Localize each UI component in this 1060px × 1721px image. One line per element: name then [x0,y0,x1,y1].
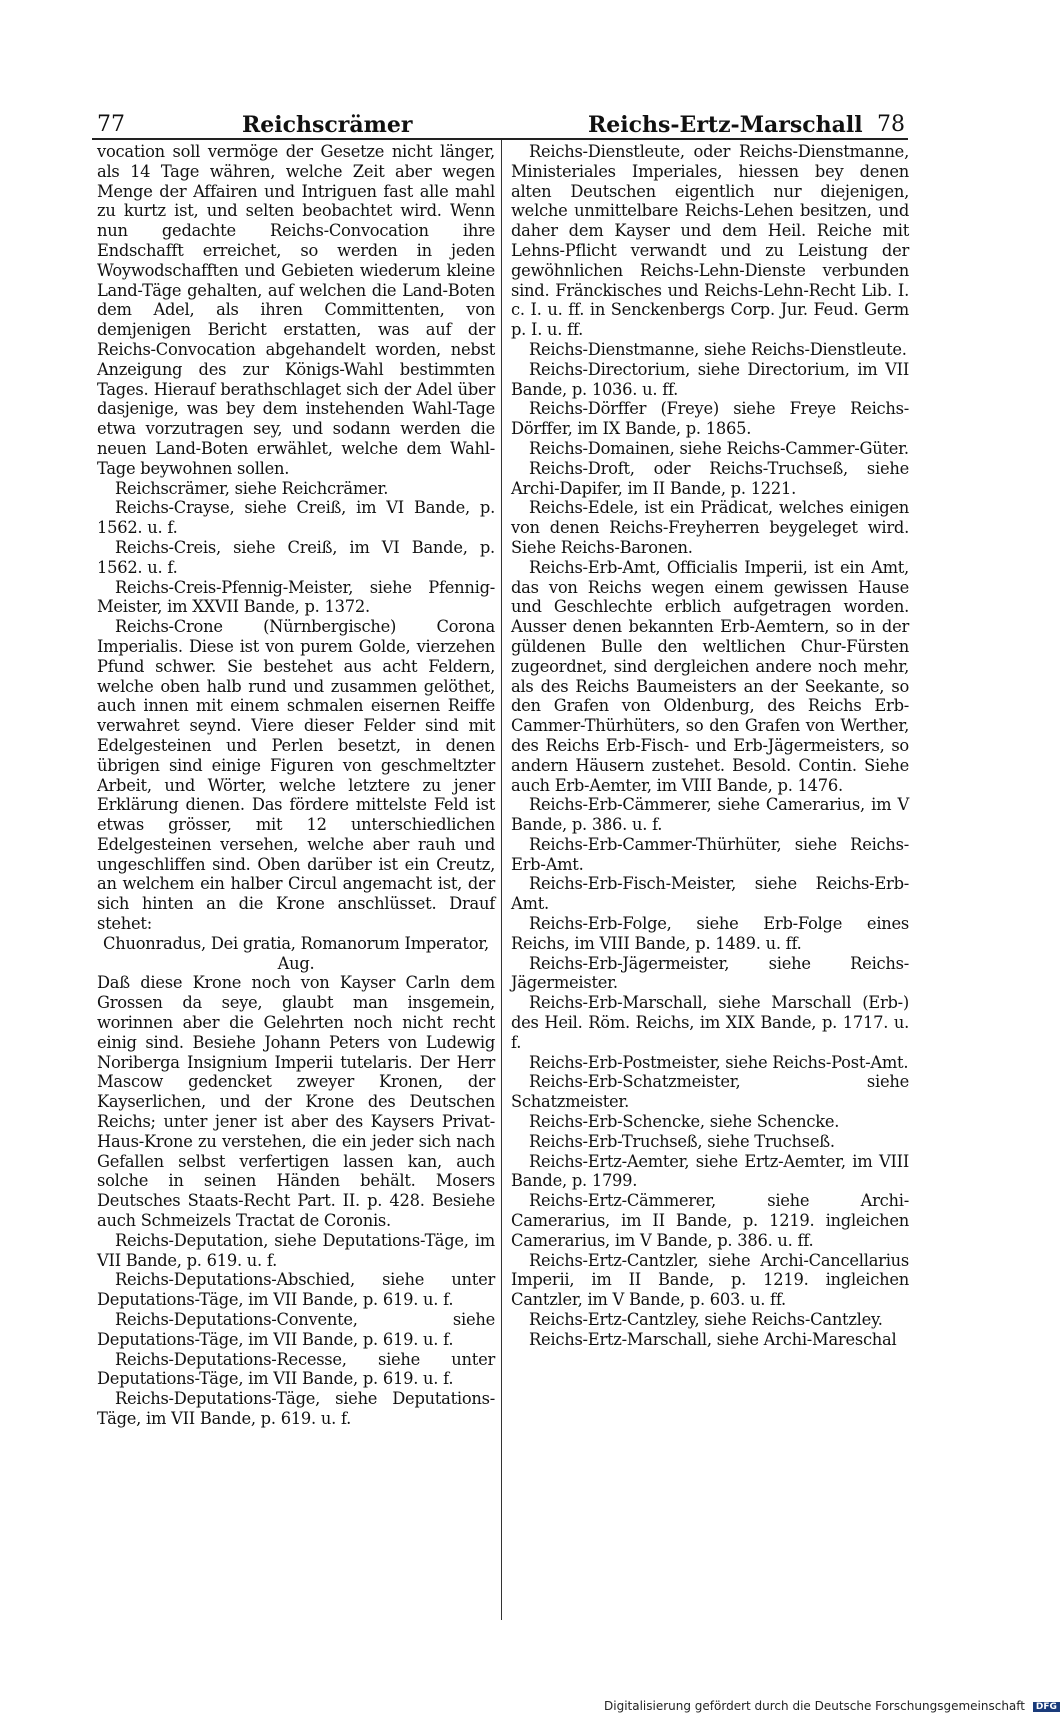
right-column-entry: Reichs-Erb-Cammer-Thürhüter, siehe Reichs-Erb-Amt. [511,834,909,874]
right-page-number: 78 [877,112,905,137]
right-running-title: Reichs-Ertz-Marschall [588,112,863,138]
right-column [511,142,909,1350]
right-column-entry: Reichs-Erb-Postmeister, siehe Reichs-Post-Amt. [529,1052,909,1072]
right-column-entry: Reichs-Droft, oder Reichs-Truchseß, siehe Archi-Dapifer, im II Bande, p. 1221. [511,458,909,498]
left-running-title: Reichscrämer [242,112,413,138]
right-column-entry: Reichs-Erb-Amt, Officialis Imperii, ist ein Amt, das von Reichs wegen einem gewissen Hause und Geschlechte erblich aufgetragen worden. Ausser denen bekannten Erb-Aemtern, so in der güldenen Bulle den weltlichen Chur-Fürsten zugeordnet, sind dergleichen andere noch mehr, als des Reichs Baumeisters an der Seekante, so den Grafen von Oldenburg, des Reichs Erb-Cammer-Thürhüters, so den Grafen von Werther, des Reichs Erb-Fisch- und Erb-Jägermeisters, so andern Häusern zustehet. Besold. Contin. Siehe auch Erb-Aemter, im VIII Bande, p. 1476. [511,557,909,795]
right-column-entry: Reichs-Ertz-Marschall, siehe Archi-Mareschal [529,1329,897,1349]
right-column-entry: Reichs-Ertz-Cantzley, siehe Reichs-Cantzley. [529,1310,883,1330]
right-column-entry: Reichs-Directorium, siehe Directorium, im VII Bande, p. 1036. u. ff. [511,359,909,399]
right-column-entry: Reichs-Edele, ist ein Prädicat, welches einigen von denen Reichs-Freyherren beygeleget wird. Siehe Reichs-Baronen. [511,498,909,557]
left-column-entry: Reichs-Deputations-Recesse, siehe unter Deputations-Täge, im VII Bande, p. 619. u. f. [97,1349,495,1389]
left-column-entry: Reichs-Deputations-Convente, siehe Deputations-Täge, im VII Bande, p. 619. u. f. [97,1310,495,1349]
left-column-entry: Reichs-Deputations-Täge, siehe Deputations-Täge, im VII Bande, p. 619. u. f. [97,1389,495,1428]
right-column-entry: Reichs-Erb-Truchseß, siehe Truchseß. [529,1131,835,1151]
left-column-entry: Chuonradus, Dei gratia, Romanorum Imperator, Aug. [103,933,489,973]
right-column-entry: Reichs-Ertz-Cämmerer, siehe Archi-Camerarius, im II Bande, p. 1219. ingleichen Camerarius, im V Bande, p. 386. u. ff. [511,1191,909,1250]
left-column-entry: Reichs-Creis, siehe Creiß, im VI Bande, p. 1562. u. f. [97,537,495,577]
right-column-entry: Reichs-Domainen, siehe Reichs-Cammer-Güter. [529,438,909,458]
right-column-entry: Reichs-Erb-Jägermeister, siehe Reichs-Jägermeister. [511,953,909,993]
left-column-entry: Reichs-Deputation, siehe Deputations-Täge, im VII Bande, p. 619. u. f. [97,1230,495,1270]
right-column-entry: Reichs-Ertz-Aemter, siehe Ertz-Aemter, im VIII Bande, p. 1799. [511,1151,909,1191]
right-column-entry: Reichs-Ertz-Cantzler, siehe Archi-Cancellarius Imperii, im II Bande, p. 1219. ingleichen Cantzler, im V Bande, p. 603. u. ff. [511,1250,909,1310]
left-column-entry: Reichs-Crayse, siehe Creiß, im VI Bande, p. 1562. u. f. [97,498,495,538]
column-divider [501,140,502,1620]
left-column-entry: vocation soll vermöge der Gesetze nicht länger, als 14 Tage währen, welche Zeit aber wegen Menge der Affairen und Intriguen fast alle mahl zu kurtz ist, und selten beobachtet wird. Wenn nun gedachte Reichs-Convocation ihre Endschafft erreichet, so werden in jeden Woywodschafften und Gebieten wiederum kleine Land-Täge gehalten, auf welchen die Land-Boten dem Adel, als ihren Committenten, von demjenigen Bericht erstatten, was auf der Reichs-Convocation abgehandelt worden, nebst Anzeigung des zur Königs-Wahl bestimmten Tages. Hierauf berathschlaget sich der Adel über dasjenige, was bey dem instehenden Wahl-Tage etwa vorzutragen sey, und sodann werden die neuen Land-Boten erwählet, welche dem Wahl-Tage beywohnen sollen. [97,142,495,478]
right-column-entry: Reichs-Erb-Cämmerer, siehe Camerarius, im V Bande, p. 386. u. f. [511,795,909,835]
left-page-number: 77 [97,112,125,137]
left-column-entry: Reichscrämer, siehe Reichcrämer. [115,478,389,498]
header-rule [92,138,908,140]
footer-text: Digitalisierung gefördert durch die Deutsche Forschungsgemeinschaft [604,1699,1026,1713]
right-column-entry: Reichs-Erb-Fisch-Meister, siehe Reichs-Erb-Amt. [511,874,909,914]
footer-credit [604,1699,1060,1713]
right-column-entry: Reichs-Dienstleute, oder Reichs-Dienstmanne, Ministeriales Imperiales, hiessen bey denen alten Deutschen eigentlich nur diejenigen, welche unmittelbare Reichs-Lehen besitzen, und daher dem Kayser und dem Heil. Reiche mit Lehns-Pflicht verwandt und zu Leistung der gewöhnlichen Reichs-Lehn-Dienste verbunden sind. Fränckisches und Reichs-Lehn-Recht Lib. I. c. I. u. ff. in Senckenbergs Corp. Jur. Feud. Germ p. I. u. ff. [511,142,909,340]
left-column-entry: Reichs-Creis-Pfennig-Meister, siehe Pfennig-Meister, im XXVII Bande, p. 1372. [97,577,495,617]
right-column-entry: Reichs-Erb-Marschall, siehe Marschall (Erb-) des Heil. Röm. Reichs, im XIX Bande, p. 1717. u. f. [511,993,909,1052]
left-column [97,142,495,1429]
right-column-entry: Reichs-Erb-Folge, siehe Erb-Folge eines Reichs, im VIII Bande, p. 1489. u. ff. [511,914,909,953]
right-column-entry: Reichs-Dörffer (Freye) siehe Freye Reichs-Dörffer, im IX Bande, p. 1865. [511,399,909,439]
left-column-entry: Reichs-Deputations-Abschied, siehe unter Deputations-Täge, im VII Bande, p. 619. u. f. [97,1270,495,1310]
left-column-entry: Daß diese Krone noch von Kayser Carln dem Grossen da seye, glaubt man insgemein, worinnen aber die Gelehrten noch nicht recht einig sind. Besiehe Johann Peters von Ludewig Noriberga Insignium Imperii tutelaris. Der Herr Mascow gedencket zweyer Kronen, der Kayserlichen, und der Krone des Deutschen Reichs; unter jener ist aber des Kaysers Privat-Haus-Krone zu verstehen, die ein jeder sich nach Gefallen selbst verfertigen lassen kan, auch solche in seinen Händen behält. Mosers Deutsches Staats-Recht Part. II. p. 428. Besiehe auch Schmeizels Tractat de Coronis. [97,973,495,1231]
left-column-entry: Reichs-Crone (Nürnbergische) Corona Imperialis. Diese ist von purem Golde, vierzehen Pfund schwer. Sie bestehet aus acht Feldern, welche oben halb rund und zusammen gelöthet, auch innen mit einem schmalen eisernen Reiffe verwahret seynd. Viere dieser Felder sind mit Edelgesteinen und Perlen besetzt, in denen übrigen sind einige Figuren von geschmeltzter Arbeit, und Wörter, welche letztere zu jener Erklärung dienen. Das fördere mittelste Feld ist etwas grösser, mit 12 unterschiedlichen Edelgesteinen versehen, welche aber rauh und ungeschliffen sind. Oben darüber ist ein Creutz, an welchem ein halber Circul angemacht ist, der sich hinten an die Krone anschlüsset. Drauf stehet: [97,617,495,934]
right-column-entry: Reichs-Erb-Schatzmeister, siehe Schatzmeister. [511,1072,909,1112]
right-column-entry: Reichs-Dienstmanne, siehe Reichs-Dienstleute. [529,339,907,359]
right-column-entry: Reichs-Erb-Schencke, siehe Schencke. [529,1112,840,1132]
dfg-logo: DFG [1033,1702,1060,1712]
